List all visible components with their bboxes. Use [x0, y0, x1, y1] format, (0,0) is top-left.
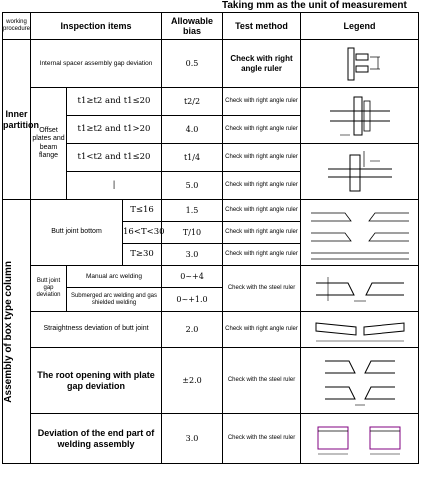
item-offset: Offset plates and beam flange: [31, 88, 67, 200]
method-offset-2: Check with right angle ruler: [223, 116, 301, 144]
legend-spacer: [301, 40, 419, 88]
item-butt-gap: Butt joint gap deviation: [31, 266, 67, 312]
bias-offset-2: 4.0: [162, 116, 223, 144]
cond-offset-2: t1≥t2 and t1>20: [67, 116, 162, 144]
bias-offset-4: 5.0: [162, 172, 223, 200]
end-part-icon: [310, 419, 410, 459]
bias-gap-1: 0~+4: [162, 266, 223, 288]
group-assembly: Assembly of box type column: [3, 200, 31, 464]
bias-butt-3: 3.0: [162, 244, 223, 266]
root-opening-icon: [315, 351, 405, 411]
table-row: [3, 414, 419, 464]
butt-bottom-icon: [305, 203, 415, 263]
item-straightness: Straightness deviation of butt joint: [31, 312, 162, 348]
legend-offset-plate: [301, 88, 419, 144]
method-gap: Check with the steel ruler: [223, 266, 301, 312]
legend-straightness: [301, 312, 419, 348]
method-root-opening: Check with the steel ruler: [223, 348, 301, 414]
header-bias: Allowable bias: [162, 13, 223, 40]
method-butt-2: Check with right angle ruler: [223, 222, 301, 244]
bias-butt-1: 1.5: [162, 200, 223, 222]
cond-butt-3: T≥30: [123, 244, 162, 266]
cond-gap-2: Submerged arc welding and gas shielded welding: [67, 288, 162, 312]
header-row: [3, 13, 419, 40]
item-butt-bottom: Butt joint bottom: [31, 200, 123, 266]
bias-straightness: 2.0: [162, 312, 223, 348]
method-butt-1: Check with right angle ruler: [223, 200, 301, 222]
item-spacer: Internal spacer assembly gap deviation: [31, 40, 162, 88]
bias-offset-3: t1/4: [162, 144, 223, 172]
table-row: [3, 348, 419, 414]
spacer-gap-icon: [330, 44, 390, 84]
item-end-part: Deviation of the end part of welding assembly: [31, 414, 162, 464]
header-items: Inspection items: [31, 13, 162, 40]
bias-butt-2: T/10: [162, 222, 223, 244]
header-procedure: working procedure: [3, 13, 31, 40]
offset-flange-icon: [320, 147, 400, 197]
method-spacer: Check with right angle ruler: [223, 40, 301, 88]
cond-gap-1: Manual arc welding: [67, 266, 162, 288]
method-end-part: Check with the steel ruler: [223, 414, 301, 464]
bias-gap-2: 0~+1.0: [162, 288, 223, 312]
straightness-icon: [310, 315, 410, 345]
cond-offset-4: |: [67, 172, 162, 200]
item-root-opening: The root opening with plate gap deviation: [31, 348, 162, 414]
method-offset-4: Check with right angle ruler: [223, 172, 301, 200]
bias-end-part: 3.0: [162, 414, 223, 464]
method-butt-3: Check with right angle ruler: [223, 244, 301, 266]
cond-butt-2: 16<T<30: [123, 222, 162, 244]
header-legend: Legend: [301, 13, 419, 40]
offset-plate-icon: [320, 91, 400, 141]
group-inner-partition: Inner partition: [3, 40, 31, 200]
legend-butt-bottom: [301, 200, 419, 266]
unit-note: Taking mm as the unit of measurement: [222, 0, 407, 11]
inspection-table: [2, 12, 419, 464]
bias-offset-1: t2/2: [162, 88, 223, 116]
table-row: [3, 88, 419, 116]
legend-root-opening: [301, 348, 419, 414]
bias-root-opening: ±2.0: [162, 348, 223, 414]
cond-offset-3: t1<t2 and t1≤20: [67, 144, 162, 172]
bias-spacer: 0.5: [162, 40, 223, 88]
header-method: Test method: [223, 13, 301, 40]
table-row: [3, 266, 419, 288]
table-row: [3, 200, 419, 222]
table-row: [3, 312, 419, 348]
butt-gap-icon: [310, 269, 410, 309]
legend-end-part: [301, 414, 419, 464]
method-offset-3: Check with right angle ruler: [223, 144, 301, 172]
method-offset-1: Check with right angle ruler: [223, 88, 301, 116]
cond-butt-1: T≤16: [123, 200, 162, 222]
table-row: [3, 40, 419, 88]
cond-offset-1: t1≥t2 and t1≤20: [67, 88, 162, 116]
method-straightness: Check with right angle ruler: [223, 312, 301, 348]
legend-butt-gap: [301, 266, 419, 312]
legend-offset-flange: [301, 144, 419, 200]
